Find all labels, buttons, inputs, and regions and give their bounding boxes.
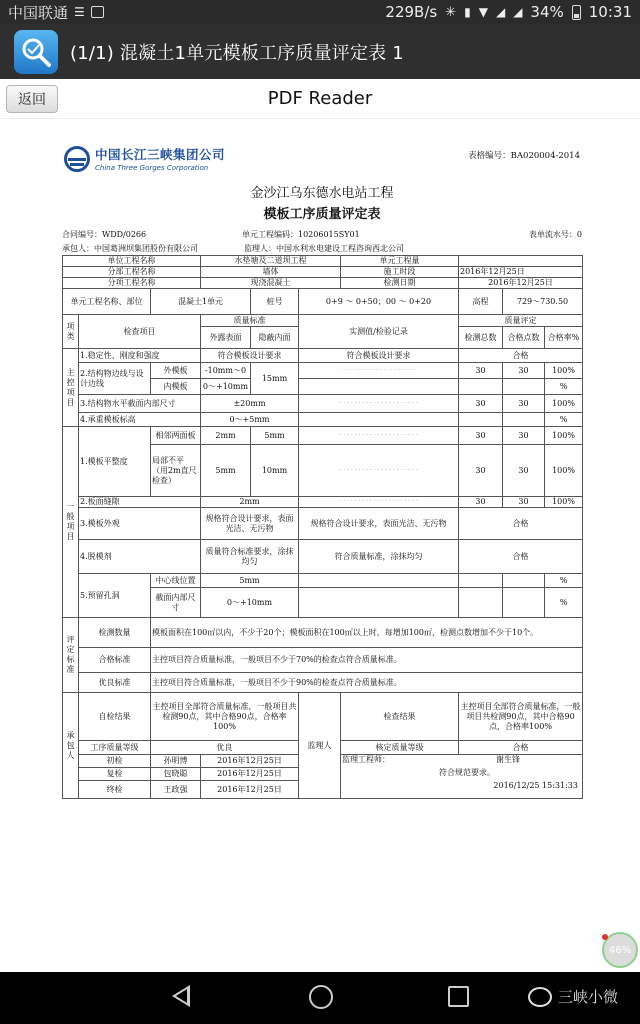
quality-table [62, 255, 583, 799]
project-title: 金沙江乌东德水电站工程 [250, 186, 394, 201]
gen-r2-meas: · · · · · · · · · · · · · · · · · · · · · [299, 497, 459, 508]
main-r2-sub1: 外模板 [151, 363, 201, 379]
main-r2-sub1-total: 30 [459, 363, 503, 379]
header-evaluation: 质量评定 [459, 315, 583, 327]
contract-number: 合同编号：WDD/0266 [62, 230, 147, 239]
main-r3-rate: 100% [545, 395, 583, 413]
first-check-date: 2016年12月25日 [201, 755, 299, 768]
wifi-icon: ▼ [478, 5, 488, 19]
criteria-excellent-text: 主控项目符合质量标准，一般项目不少于90%的检查点符合质量标准。 [151, 673, 583, 693]
second-check-name: 包晓聪 [151, 768, 201, 781]
gen-r3-item: 3.模板外观 [79, 508, 201, 540]
final-check-date: 2016年12月25日 [201, 781, 299, 799]
gen-r2-rate: 100% [545, 497, 583, 508]
first-check-label: 初检 [79, 755, 151, 768]
main-r2-hidden: 15mm [251, 363, 299, 395]
main-r4-rate: % [545, 413, 583, 427]
label-elevation: 高程 [459, 289, 503, 315]
gen-r1-sub1-total: 30 [459, 427, 503, 445]
app-bar [0, 24, 640, 79]
verified-label: 核定质量等级 [341, 741, 459, 755]
label-division: 分部工程名称 [63, 267, 201, 278]
gen-r1-sub1-meas: · · · · · · · · · · · · · · · · · · · · · [299, 427, 459, 445]
gen-r5-sub2-rate: % [545, 588, 583, 618]
notification-icon: ☰ [74, 5, 85, 19]
label-unit-quantity: 单元工程量 [341, 256, 459, 267]
main-r4-std: 0～+5mm [201, 413, 299, 427]
contractor-name: 承包人：中国葛洲坝集团股份有限公司 [62, 244, 198, 253]
engineer-label: 监理工程师： [342, 755, 390, 764]
gen-r4-std: 质量符合标准要求，涂抹均匀 [201, 540, 299, 574]
company-logo [64, 145, 225, 172]
group-contractor: 承包人 [63, 693, 79, 799]
vibrate-icon: ▮ [464, 5, 471, 19]
grade-value: 优良 [151, 741, 299, 755]
gen-r1-sub2-pass: 30 [503, 445, 545, 497]
viewer-toolbar [0, 79, 640, 119]
engineer-opinion: 符合规范要求。 [439, 768, 495, 777]
gen-r2-total: 30 [459, 497, 503, 508]
label-station: 桩号 [251, 289, 299, 315]
back-button[interactable]: 返回 [6, 85, 58, 113]
label-construction-period: 施工时段 [341, 267, 459, 278]
header-item: 检查项目 [79, 315, 201, 349]
gen-r4-eval: 合格 [459, 540, 583, 574]
battery-percent: 34% [530, 3, 564, 21]
group-criteria: 评定标准 [63, 618, 79, 693]
form-title: 模板工序质量评定表 [263, 207, 381, 222]
gen-r4-meas: 符合质量标准，涂抹均匀 [299, 540, 459, 574]
elevation-value: 729～730.50 [503, 289, 583, 315]
first-check-name: 孙明博 [151, 755, 201, 768]
second-check-date: 2016年12月25日 [201, 768, 299, 781]
check-text: 主控项目全部符合质量标准，一般项目共检测90点，其中合格90点，合格率100% [459, 693, 583, 741]
header-total: 检测总数 [459, 327, 503, 349]
navigation-bar [0, 972, 640, 1024]
group-supervisor: 监理人 [299, 693, 341, 799]
criteria-count-label: 检测数量 [79, 618, 151, 648]
gen-r2-pass: 30 [503, 497, 545, 508]
main-r4-pass [503, 413, 545, 427]
main-r3-item: 3.结构物水平截面内部尺寸 [79, 395, 201, 413]
header-outer: 外露表面 [201, 327, 251, 349]
meta-row-1 [62, 227, 582, 241]
main-r3-pass: 30 [503, 395, 545, 413]
gen-r5-sub1-total [459, 574, 503, 588]
main-r4-total [459, 413, 503, 427]
notification-dot [602, 934, 608, 940]
gen-r1-sub1-pass: 30 [503, 427, 545, 445]
main-r1-std: 符合模板设计要求 [201, 349, 299, 363]
gen-r5-sub2-total [459, 588, 503, 618]
wechat-icon [528, 987, 552, 1007]
final-check-name: 王政强 [151, 781, 201, 799]
gen-r5-sub2-std: 0～+10mm [201, 588, 299, 618]
watermark [528, 986, 618, 1007]
header-category: 项类 [63, 315, 79, 349]
criteria-pass-text: 主控项目符合质量标准，一般项目不少于70%的检查点符合质量标准。 [151, 648, 583, 673]
criteria-excellent-label: 优良标准 [79, 673, 151, 693]
label-inspection-date: 检测日期 [341, 278, 459, 289]
division-name: 墙体 [201, 267, 341, 278]
main-r1-item: 1.稳定性、刚度和强度 [79, 349, 201, 363]
logo-name-cn: 中国长江三峡集团公司 [95, 147, 226, 162]
serial-number: 表单流水号：0 [528, 230, 582, 239]
gen-r5-sub2-meas [299, 588, 459, 618]
gen-r1-sub2-total: 30 [459, 445, 503, 497]
self-check-text: 主控项目全部符合质量标准，一般项目共检测90点，其中合格90点，合格率100% [151, 693, 299, 741]
gen-r1-sub2-rate: 100% [545, 445, 583, 497]
bluetooth-icon: ✳ [445, 4, 457, 20]
header-pass: 合格点数 [503, 327, 545, 349]
image-icon [91, 6, 104, 18]
criteria-count-text: 模板面积在100㎡以内，不少于20个；模板面积在100㎡以上时，每增加100㎡，检测点数增加不少于10个。 [151, 618, 583, 648]
gen-r5-sub1-rate: % [545, 574, 583, 588]
gen-r1-item: 1.模板平整度 [79, 427, 151, 497]
logo-name-en: China Three Gorges Corporation [95, 164, 209, 172]
supervisor-name: 监理人：中国水利水电建设工程咨询西北公司 [244, 244, 404, 253]
unit-name: 混凝土1单元 [151, 289, 251, 315]
main-r3-meas: · · · · · · · · · · · · · · · · · · · · · [299, 395, 459, 413]
gen-r5-item: 5.预留孔洞 [79, 574, 151, 618]
unit-quantity-value [459, 256, 583, 267]
header-measured: 实测值/检验记录 [299, 315, 459, 349]
grade-label: 工序质量等级 [79, 741, 151, 755]
group-main-items: 主控项目 [63, 349, 79, 427]
main-r4-meas [299, 413, 459, 427]
main-r2-sub2: 内模板 [151, 379, 201, 395]
gen-r1-sub1: 相邻两面板 [151, 427, 201, 445]
gen-r5-sub1-meas [299, 574, 459, 588]
gen-r4-item: 4.脱模剂 [79, 540, 201, 574]
main-r3-std: ±20mm [201, 395, 299, 413]
gen-r5-sub2: 截面内部尺寸 [151, 588, 201, 618]
final-check-label: 终检 [79, 781, 151, 799]
unit-project-name: 水垫塘及二道坝工程 [201, 256, 341, 267]
group-general-items: 一般项目 [63, 427, 79, 618]
signal-2-icon: ◢ [513, 5, 523, 19]
label-unit-project: 单位工程名称 [63, 256, 201, 267]
gen-r5-sub2-pass [503, 588, 545, 618]
gen-r1-sub1-rate: 100% [545, 427, 583, 445]
carrier-label: 中国联通 [8, 3, 69, 22]
gen-r1-sub2-hidden: 10mm [251, 445, 299, 497]
gen-r2-item: 2.板面缝隙 [79, 497, 201, 508]
main-r2-sub2-std: 0～+10mm [201, 379, 251, 395]
gen-r5-sub1: 中心线位置 [151, 574, 201, 588]
gen-r1-sub1-outer: 2mm [201, 427, 251, 445]
gen-r3-eval: 合格 [459, 508, 583, 540]
viewer-title: PDF Reader [267, 88, 373, 109]
gen-r5-sub1-pass [503, 574, 545, 588]
label-unit-name: 单元工程名称、部位 [63, 289, 151, 315]
engineer-time: 2016/12/25 15:31:33 [493, 781, 578, 790]
pdf-page[interactable] [62, 140, 582, 799]
item-name: 现浇混凝土 [201, 278, 341, 289]
check-label: 检查结果 [341, 693, 459, 741]
gen-r5-sub1-std: 5mm [201, 574, 299, 588]
nav-back-icon[interactable] [172, 985, 190, 1007]
criteria-pass-label: 合格标准 [79, 648, 151, 673]
main-r1-meas: 符合模板设计要求 [299, 349, 459, 363]
gen-r1-sub1-hidden: 5mm [251, 427, 299, 445]
gen-r3-meas: 规格符合设计要求，表面光洁、无污物 [299, 508, 459, 540]
second-check-label: 复检 [79, 768, 151, 781]
header-standard: 质量标准 [201, 315, 299, 327]
company-logo-icon [64, 146, 90, 172]
meta-row-2 [62, 241, 582, 255]
verified-value: 合格 [459, 741, 583, 755]
status-bar [0, 0, 640, 24]
nav-home-icon[interactable] [309, 985, 333, 1009]
watermark-text: 三峡小微 [558, 988, 619, 1006]
self-check-label: 自检结果 [79, 693, 151, 741]
label-item: 分项工程名称 [63, 278, 201, 289]
main-r4-item: 4.承重模板标高 [79, 413, 201, 427]
gen-r2-std: 2mm [201, 497, 299, 508]
main-r2-sub1-std: -10mm～0 [201, 363, 251, 379]
gen-r1-sub2-meas: · · · · · · · · · · · · · · · · · · · · · [299, 445, 459, 497]
unit-code: 单元工程编码：10206015SY01 [242, 230, 360, 239]
main-r2-sub2-rate: % [545, 379, 583, 395]
main-r2-item: 2.结构物边线与设计边线 [79, 363, 151, 395]
main-r2-sub2-pass [503, 379, 545, 395]
pdf-reader-app-icon [14, 30, 58, 74]
engineer-name: 谢生锋 [496, 755, 520, 764]
main-r3-total: 30 [459, 395, 503, 413]
gen-r1-sub2-outer: 5mm [201, 445, 251, 497]
form-number: 表格编号：BA020004-2014 [468, 151, 580, 161]
main-r2-sub1-rate: 100% [545, 363, 583, 379]
engineer-box [341, 755, 583, 799]
main-r2-sub2-meas [299, 379, 459, 395]
gen-r3-std: 规格符合设计要求，表面光洁、无污物 [201, 508, 299, 540]
nav-recent-apps-icon[interactable] [448, 986, 469, 1007]
net-speed: 229B/s [385, 3, 438, 21]
main-r2-sub1-meas: · · · · · · · · · · · · · · · · · · · · [299, 363, 459, 379]
gen-r1-sub2: 局部不平（用2m直尺检查） [151, 445, 201, 497]
station-value: 0+9 ～ 0+50；00 ～ 0+20 [299, 289, 459, 315]
construction-period: 2016年12月25日 [459, 267, 583, 278]
document-title: (1/1) 混凝土1单元模板工序质量评定表 1 [70, 42, 404, 64]
reading-progress-button[interactable]: 46% [602, 932, 638, 968]
header-rate: 合格率% [545, 327, 583, 349]
main-r2-sub1-pass: 30 [503, 363, 545, 379]
main-r1-eval: 合格 [459, 349, 583, 363]
battery-icon [572, 5, 581, 20]
signal-icon: ◢ [495, 5, 506, 19]
clock: 10:31 [588, 3, 632, 21]
inspection-date: 2016年12月25日 [459, 278, 583, 289]
main-r2-sub2-total [459, 379, 503, 395]
header-hidden: 隐蔽内面 [251, 327, 299, 349]
